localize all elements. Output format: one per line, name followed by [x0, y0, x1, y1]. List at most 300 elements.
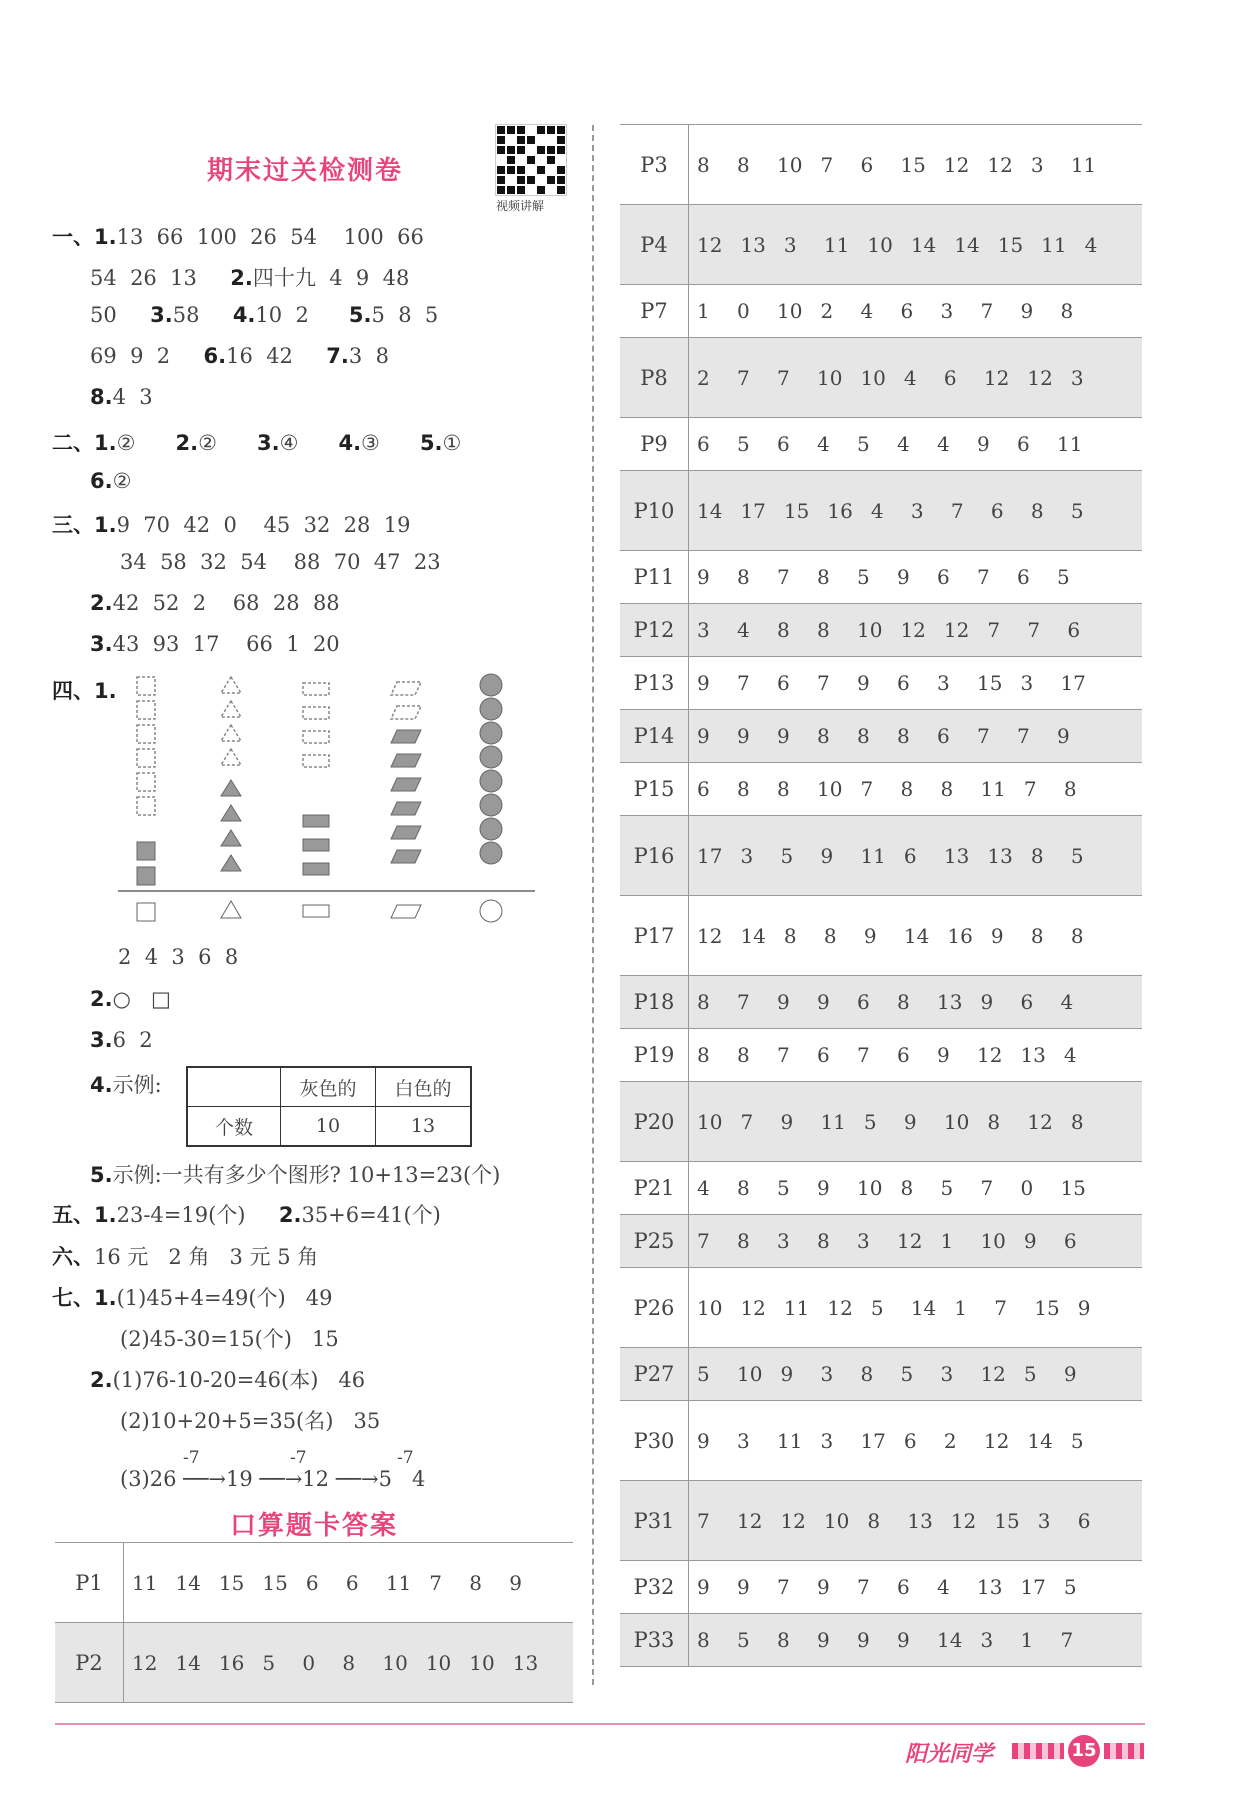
- answer-line: 七、1.(1)45+4=49(个) 49: [52, 1286, 333, 1310]
- answer-value: 6: [897, 671, 910, 695]
- answer-value: 6: [345, 1570, 359, 1595]
- page-label: P21: [620, 1162, 689, 1215]
- circle-column: [480, 674, 502, 864]
- card-row: [620, 657, 1142, 710]
- page-label: P4: [620, 205, 689, 285]
- answer-value: 9: [1057, 724, 1070, 748]
- answer-value: 6: [697, 777, 710, 801]
- card-table-right: [620, 124, 1142, 1667]
- page-label: P3: [620, 125, 689, 205]
- answer-value: 9: [737, 1575, 750, 1599]
- answer-line: 一、1.13 66 100 26 54 100 66: [52, 225, 424, 249]
- answer-value: 14: [697, 498, 723, 523]
- answer-value: 10: [737, 1362, 763, 1386]
- answer-value: 8: [1063, 777, 1077, 801]
- answer-value: 9: [817, 1628, 830, 1652]
- answer-line: 五、1.23-4=19(个) 2.35+6=41(个): [52, 1203, 441, 1227]
- answer-value: 13: [937, 990, 963, 1014]
- answer-value: 14: [175, 1570, 201, 1595]
- answer-value: 8: [777, 1628, 790, 1652]
- answer-value: 3: [1037, 1508, 1051, 1533]
- answer-value: 9: [1077, 1295, 1091, 1320]
- answer-value: 9: [780, 1362, 794, 1386]
- answer-value: 0: [302, 1650, 316, 1675]
- answer-value: 6: [1017, 432, 1030, 456]
- answer-value: 8: [860, 1362, 874, 1386]
- answer-line: 6.②: [90, 469, 132, 493]
- answer-value: 14: [1027, 1428, 1053, 1453]
- answer-values: [689, 1029, 1143, 1082]
- cell-gray: 10: [281, 1107, 376, 1147]
- answer-value: 15: [262, 1570, 288, 1595]
- answer-value: 9: [817, 1575, 830, 1599]
- answer-value: 8: [737, 152, 750, 177]
- answer-value: 4: [1063, 1043, 1077, 1067]
- page-label: P19: [620, 1029, 689, 1082]
- answer-values: [689, 710, 1143, 763]
- answer-value: 8: [1070, 923, 1084, 948]
- answer-value: 4: [903, 365, 917, 390]
- card-row: [620, 205, 1142, 285]
- answer-value: 9: [897, 1628, 910, 1652]
- answer-value: 13: [977, 1575, 1003, 1599]
- answer-value: 8: [823, 923, 837, 948]
- answer-value: 10: [817, 777, 843, 801]
- answer-values: [689, 125, 1143, 205]
- answer-value: 8: [940, 777, 954, 801]
- answer-value: 8: [1030, 923, 1044, 948]
- answer-value: 12: [987, 152, 1013, 177]
- answer-value: 8: [777, 777, 790, 801]
- answer-value: 4: [937, 1575, 950, 1599]
- answer-value: 5: [940, 1176, 954, 1200]
- answer-value: 3: [910, 498, 924, 523]
- answer-value: 12: [897, 1229, 923, 1253]
- shape-counts: 2 4 3 6 8: [118, 945, 239, 969]
- answer-value: 10: [867, 232, 893, 257]
- answer-value: 3: [940, 1362, 954, 1386]
- answer-value: 14: [937, 1628, 963, 1652]
- answer-line: 3.6 2: [90, 1028, 153, 1052]
- answer-values: [689, 285, 1143, 338]
- answer-value: 6: [1063, 1229, 1077, 1253]
- card-row: [620, 1348, 1142, 1401]
- answer-value: 8: [737, 1229, 750, 1253]
- answer-values: [689, 418, 1143, 471]
- qr-code-icon[interactable]: [495, 124, 567, 196]
- answer-value: 9: [697, 671, 710, 695]
- answer-value: 5: [870, 1295, 884, 1320]
- answer-value: 14: [740, 923, 766, 948]
- answer-value: 9: [1023, 1229, 1037, 1253]
- answer-value: 9: [1063, 1362, 1077, 1386]
- answer-value: 3: [777, 1229, 790, 1253]
- answer-value: 8: [897, 990, 910, 1014]
- answer-values: [689, 1268, 1143, 1348]
- answer-value: 9: [980, 990, 994, 1014]
- answer-value: 8: [867, 1508, 881, 1533]
- card-row: [620, 1082, 1142, 1162]
- answer-value: 9: [780, 1109, 794, 1134]
- page-label: P12: [620, 604, 689, 657]
- answer-value: 8: [857, 724, 870, 748]
- answer-values: [124, 1623, 574, 1703]
- card-row: [620, 1614, 1142, 1667]
- card-row: [620, 551, 1142, 604]
- example-table: [186, 1066, 472, 1147]
- answer-value: 7: [777, 365, 790, 390]
- answer-line: 2.(1)76-10-20=46(本) 46: [90, 1368, 366, 1392]
- answer-value: 13: [740, 232, 766, 257]
- answer-value: 17: [1060, 671, 1086, 695]
- card-row: [620, 471, 1142, 551]
- answer-value: 1: [954, 1295, 967, 1320]
- answer-value: 10: [697, 1295, 723, 1320]
- card-row: [620, 604, 1142, 657]
- answer-value: 6: [897, 1043, 910, 1067]
- answer-value: 8: [697, 152, 710, 177]
- section-title: 期末过关检测卷: [207, 156, 404, 186]
- page-label: P14: [620, 710, 689, 763]
- answer-value: 3: [737, 1428, 750, 1453]
- answer-value: 9: [820, 843, 834, 868]
- page-label: P7: [620, 285, 689, 338]
- answer-value: 9: [737, 724, 750, 748]
- answer-value: 9: [697, 1428, 710, 1453]
- answer-line: 54 26 13 2.四十九 4 9 48: [90, 266, 410, 290]
- answer-values: [689, 1215, 1143, 1268]
- answer-value: 3: [820, 1428, 834, 1453]
- answer-values: [689, 976, 1143, 1029]
- answer-value: 12: [132, 1650, 158, 1675]
- answer-value: 8: [817, 565, 830, 589]
- answer-values: [689, 763, 1143, 816]
- answer-value: 8: [1070, 1109, 1084, 1134]
- answer-value: 5: [262, 1650, 276, 1675]
- page-label: P8: [620, 338, 689, 418]
- answer-value: 10: [943, 1109, 970, 1134]
- answer-value: 5: [857, 432, 870, 456]
- answer-value: 2: [943, 1428, 957, 1453]
- answer-value: 2: [820, 299, 834, 323]
- answer-value: 9: [903, 1109, 917, 1134]
- answer-value: 3: [740, 843, 754, 868]
- answer-value: 9: [857, 1628, 870, 1652]
- answer-values: [689, 1348, 1143, 1401]
- answer-value: 12: [900, 618, 926, 642]
- answer-value: 8: [1060, 299, 1074, 323]
- answer-value: 11: [1041, 232, 1067, 257]
- answer-value: 7: [777, 1043, 790, 1067]
- answer-value: 11: [823, 232, 850, 257]
- answer-value: 6: [860, 152, 874, 177]
- answer-value: 1: [1020, 1628, 1034, 1652]
- page-decoration: [1012, 1743, 1064, 1759]
- answer-value: 5: [737, 432, 750, 456]
- answer-value: 12: [827, 1295, 853, 1320]
- page-label: P30: [620, 1401, 689, 1481]
- answer-value: 4: [817, 432, 830, 456]
- card-row: [620, 1561, 1142, 1614]
- answer-value: 1: [697, 299, 710, 323]
- answer-value: 13: [512, 1650, 539, 1675]
- page-label: P10: [620, 471, 689, 551]
- answer-value: 6: [903, 843, 917, 868]
- answer-value: 9: [857, 671, 870, 695]
- answer-value: 10: [777, 299, 803, 323]
- answer-value: 10: [817, 365, 843, 390]
- answer-value: 10: [425, 1650, 452, 1675]
- answer-value: 8: [817, 724, 830, 748]
- answer-values: [689, 1162, 1143, 1215]
- answer-value: 8: [783, 923, 797, 948]
- answer-value: 10: [697, 1109, 723, 1134]
- page-label: P18: [620, 976, 689, 1029]
- answer-value: 7: [857, 1043, 870, 1067]
- answer-value: 7: [1027, 618, 1041, 642]
- answer-value: 4: [697, 1176, 710, 1200]
- rectangle-column: [303, 683, 329, 767]
- answer-value: 5: [1057, 565, 1070, 589]
- answer-value: 9: [697, 565, 710, 589]
- answer-value: 3: [697, 618, 710, 642]
- page-label: P16: [620, 816, 689, 896]
- answer-value: 5: [780, 843, 794, 868]
- answer-value: 8: [900, 1176, 914, 1200]
- answer-value: 17: [740, 498, 766, 523]
- answer-value: 15: [1060, 1176, 1086, 1200]
- answer-values: [689, 1401, 1143, 1481]
- answer-value: 5: [697, 1362, 710, 1386]
- answer-value: 17: [860, 1428, 886, 1453]
- answer-value: 11: [385, 1570, 412, 1595]
- answer-line: 8.4 3: [90, 385, 153, 409]
- answer-value: 8: [900, 777, 914, 801]
- answer-value: 3: [940, 299, 954, 323]
- answer-value: 6: [697, 432, 710, 456]
- answer-values: [689, 338, 1143, 418]
- card-row: [620, 1481, 1142, 1561]
- answer-value: 7: [697, 1508, 710, 1533]
- triangle-column: [221, 677, 241, 765]
- card-title: 口算题卡答案: [230, 1511, 399, 1541]
- answer-value: 15: [900, 152, 926, 177]
- answer-line: 34 58 32 54 88 70 47 23: [120, 550, 441, 574]
- answer-value: 7: [980, 1176, 994, 1200]
- answer-value: 16: [827, 498, 853, 523]
- page-label: P27: [620, 1348, 689, 1401]
- answer-value: 3: [1070, 365, 1084, 390]
- answer-value: 6: [305, 1570, 319, 1595]
- answer-value: 12: [780, 1508, 806, 1533]
- answer-value: 7: [1060, 1628, 1074, 1652]
- answer-value: 11: [820, 1109, 846, 1134]
- answer-value: 15: [783, 498, 810, 523]
- answer-value: 6: [937, 724, 950, 748]
- answer-value: 5: [1063, 1575, 1077, 1599]
- answer-value: 14: [903, 923, 930, 948]
- card-row: [620, 763, 1142, 816]
- answer-value: 8: [987, 1109, 1001, 1134]
- answer-line: 六、16 元 2 角 3 元 5 角: [52, 1245, 319, 1269]
- answer-value: 11: [1070, 152, 1097, 177]
- answer-value: 6: [777, 671, 790, 695]
- answer-value: 8: [469, 1570, 482, 1595]
- answer-line: 69 9 2 6.16 42 7.3 8: [90, 344, 389, 368]
- answer-value: 7: [737, 990, 750, 1014]
- card-row: [620, 338, 1142, 418]
- answer-value: 17: [1020, 1575, 1046, 1599]
- answer-value: 7: [857, 1575, 870, 1599]
- page-label: P33: [620, 1614, 689, 1667]
- answer-value: 7: [777, 565, 790, 589]
- answer-line: 四、1.: [52, 679, 117, 703]
- answer-values: [689, 1082, 1143, 1162]
- answer-value: 14: [175, 1650, 201, 1675]
- answer-value: 7: [737, 365, 750, 390]
- answer-values: [124, 1543, 574, 1623]
- answer-value: 6: [943, 365, 957, 390]
- answer-value: 5: [863, 1109, 877, 1134]
- answer-value: 8: [777, 618, 790, 642]
- answer-value: 6: [903, 1428, 917, 1453]
- answer-value: 5: [900, 1362, 914, 1386]
- answer-line: (2)45-30=15(个) 15: [120, 1327, 339, 1351]
- answer-value: 10: [823, 1508, 850, 1533]
- page-number: 15: [1068, 1735, 1100, 1767]
- answer-value: 7: [977, 724, 990, 748]
- answer-value: 3: [980, 1628, 994, 1652]
- answer-value: 13: [1020, 1043, 1046, 1067]
- answer-value: 8: [697, 1628, 710, 1652]
- answer-value: 3: [1030, 152, 1044, 177]
- answer-value: 10: [860, 365, 886, 390]
- answer-value: 7: [817, 671, 830, 695]
- answer-value: 7: [987, 618, 1001, 642]
- answer-values: [689, 1614, 1143, 1667]
- answer-value: 7: [860, 777, 874, 801]
- header-white: 白色的: [376, 1067, 472, 1107]
- answer-value: 9: [697, 724, 710, 748]
- answer-value: 6: [990, 498, 1004, 523]
- answer-value: 11: [1057, 432, 1083, 456]
- answer-value: 15: [997, 232, 1024, 257]
- answer-line: 50 3.58 4.10 2 5.5 8 5: [90, 303, 439, 327]
- answer-value: 6: [857, 990, 870, 1014]
- card-row: [620, 710, 1142, 763]
- answer-value: 12: [943, 152, 970, 177]
- answer-value: 7: [980, 299, 994, 323]
- qr-caption: 视频讲解: [496, 199, 545, 213]
- answer-values: [689, 896, 1143, 976]
- answer-value: 7: [820, 152, 834, 177]
- answer-value: 9: [777, 724, 790, 748]
- page-label: P9: [620, 418, 689, 471]
- answer-values: [689, 816, 1143, 896]
- card-row: [620, 976, 1142, 1029]
- answer-line: 4.示例:: [90, 1073, 162, 1097]
- answer-line: 3.43 93 17 66 1 20: [90, 632, 340, 656]
- answer-value: 12: [1027, 365, 1053, 390]
- answer-value: 9: [697, 1575, 710, 1599]
- answer-value: 4: [937, 432, 950, 456]
- answer-value: 3: [1020, 671, 1034, 695]
- answer-value: 3: [857, 1229, 870, 1253]
- page-decoration: [1104, 1743, 1144, 1759]
- answer-value: 9: [817, 990, 830, 1014]
- arrow-op: -7: [183, 1448, 200, 1468]
- card-row: [620, 285, 1142, 338]
- answer-value: 4: [870, 498, 884, 523]
- page-label: P15: [620, 763, 689, 816]
- answer-value: 13: [987, 843, 1013, 868]
- answer-value: 7: [777, 1575, 790, 1599]
- page-label: P17: [620, 896, 689, 976]
- answer-line: 2.○ □: [90, 987, 171, 1011]
- answer-value: 15: [977, 671, 1003, 695]
- answer-value: 4: [737, 618, 750, 642]
- card-row: [55, 1543, 573, 1623]
- answer-value: 9: [897, 565, 910, 589]
- answer-value: 0: [737, 299, 750, 323]
- answer-value: 7: [977, 565, 990, 589]
- answer-value: 8: [737, 565, 750, 589]
- answer-value: 8: [697, 990, 710, 1014]
- card-row: [620, 1215, 1142, 1268]
- answer-value: 10: [469, 1650, 495, 1675]
- answer-value: 6: [817, 1043, 830, 1067]
- parallelogram-column: [391, 682, 421, 719]
- answer-line: (2)10+20+5=35(名) 35: [120, 1409, 381, 1433]
- card-row: [620, 896, 1142, 976]
- answer-value: 7: [737, 671, 750, 695]
- answer-line: 2.42 52 2 68 28 88: [90, 591, 340, 615]
- card-row: [620, 1162, 1142, 1215]
- answer-value: 10: [980, 1229, 1006, 1253]
- card-row: [55, 1623, 573, 1703]
- answer-value: 12: [983, 1428, 1010, 1453]
- answer-value: 7: [740, 1109, 754, 1134]
- answer-value: 3: [820, 1362, 834, 1386]
- answer-value: 10: [857, 618, 883, 642]
- answer-value: 7: [429, 1570, 442, 1595]
- arrow-op: -7: [397, 1448, 414, 1468]
- answer-value: 8: [737, 1176, 750, 1200]
- answer-value: 15: [1034, 1295, 1060, 1320]
- answer-value: 10: [382, 1650, 408, 1675]
- answer-value: 7: [1017, 724, 1030, 748]
- answer-value: 11: [132, 1570, 158, 1595]
- answer-line: (3)26 ──→19 ──→12 ──→5 4: [120, 1467, 426, 1491]
- answer-value: 11: [777, 1428, 803, 1453]
- answer-value: 5: [1023, 1362, 1037, 1386]
- answer-value: 1: [940, 1229, 954, 1253]
- answer-value: 8: [897, 724, 910, 748]
- answer-value: 9: [863, 923, 877, 948]
- answer-value: 8: [817, 1229, 830, 1253]
- answer-value: 6: [937, 565, 950, 589]
- answer-value: 12: [697, 232, 723, 257]
- answer-value: 16: [218, 1650, 245, 1675]
- answer-value: 4: [1060, 990, 1074, 1014]
- answer-value: 11: [860, 843, 886, 868]
- answer-value: 8: [342, 1650, 356, 1675]
- answer-value: 7: [994, 1295, 1007, 1320]
- answer-value: 8: [1030, 843, 1044, 868]
- card-row: [620, 816, 1142, 896]
- answer-value: 6: [777, 432, 790, 456]
- answer-value: 15: [218, 1570, 245, 1595]
